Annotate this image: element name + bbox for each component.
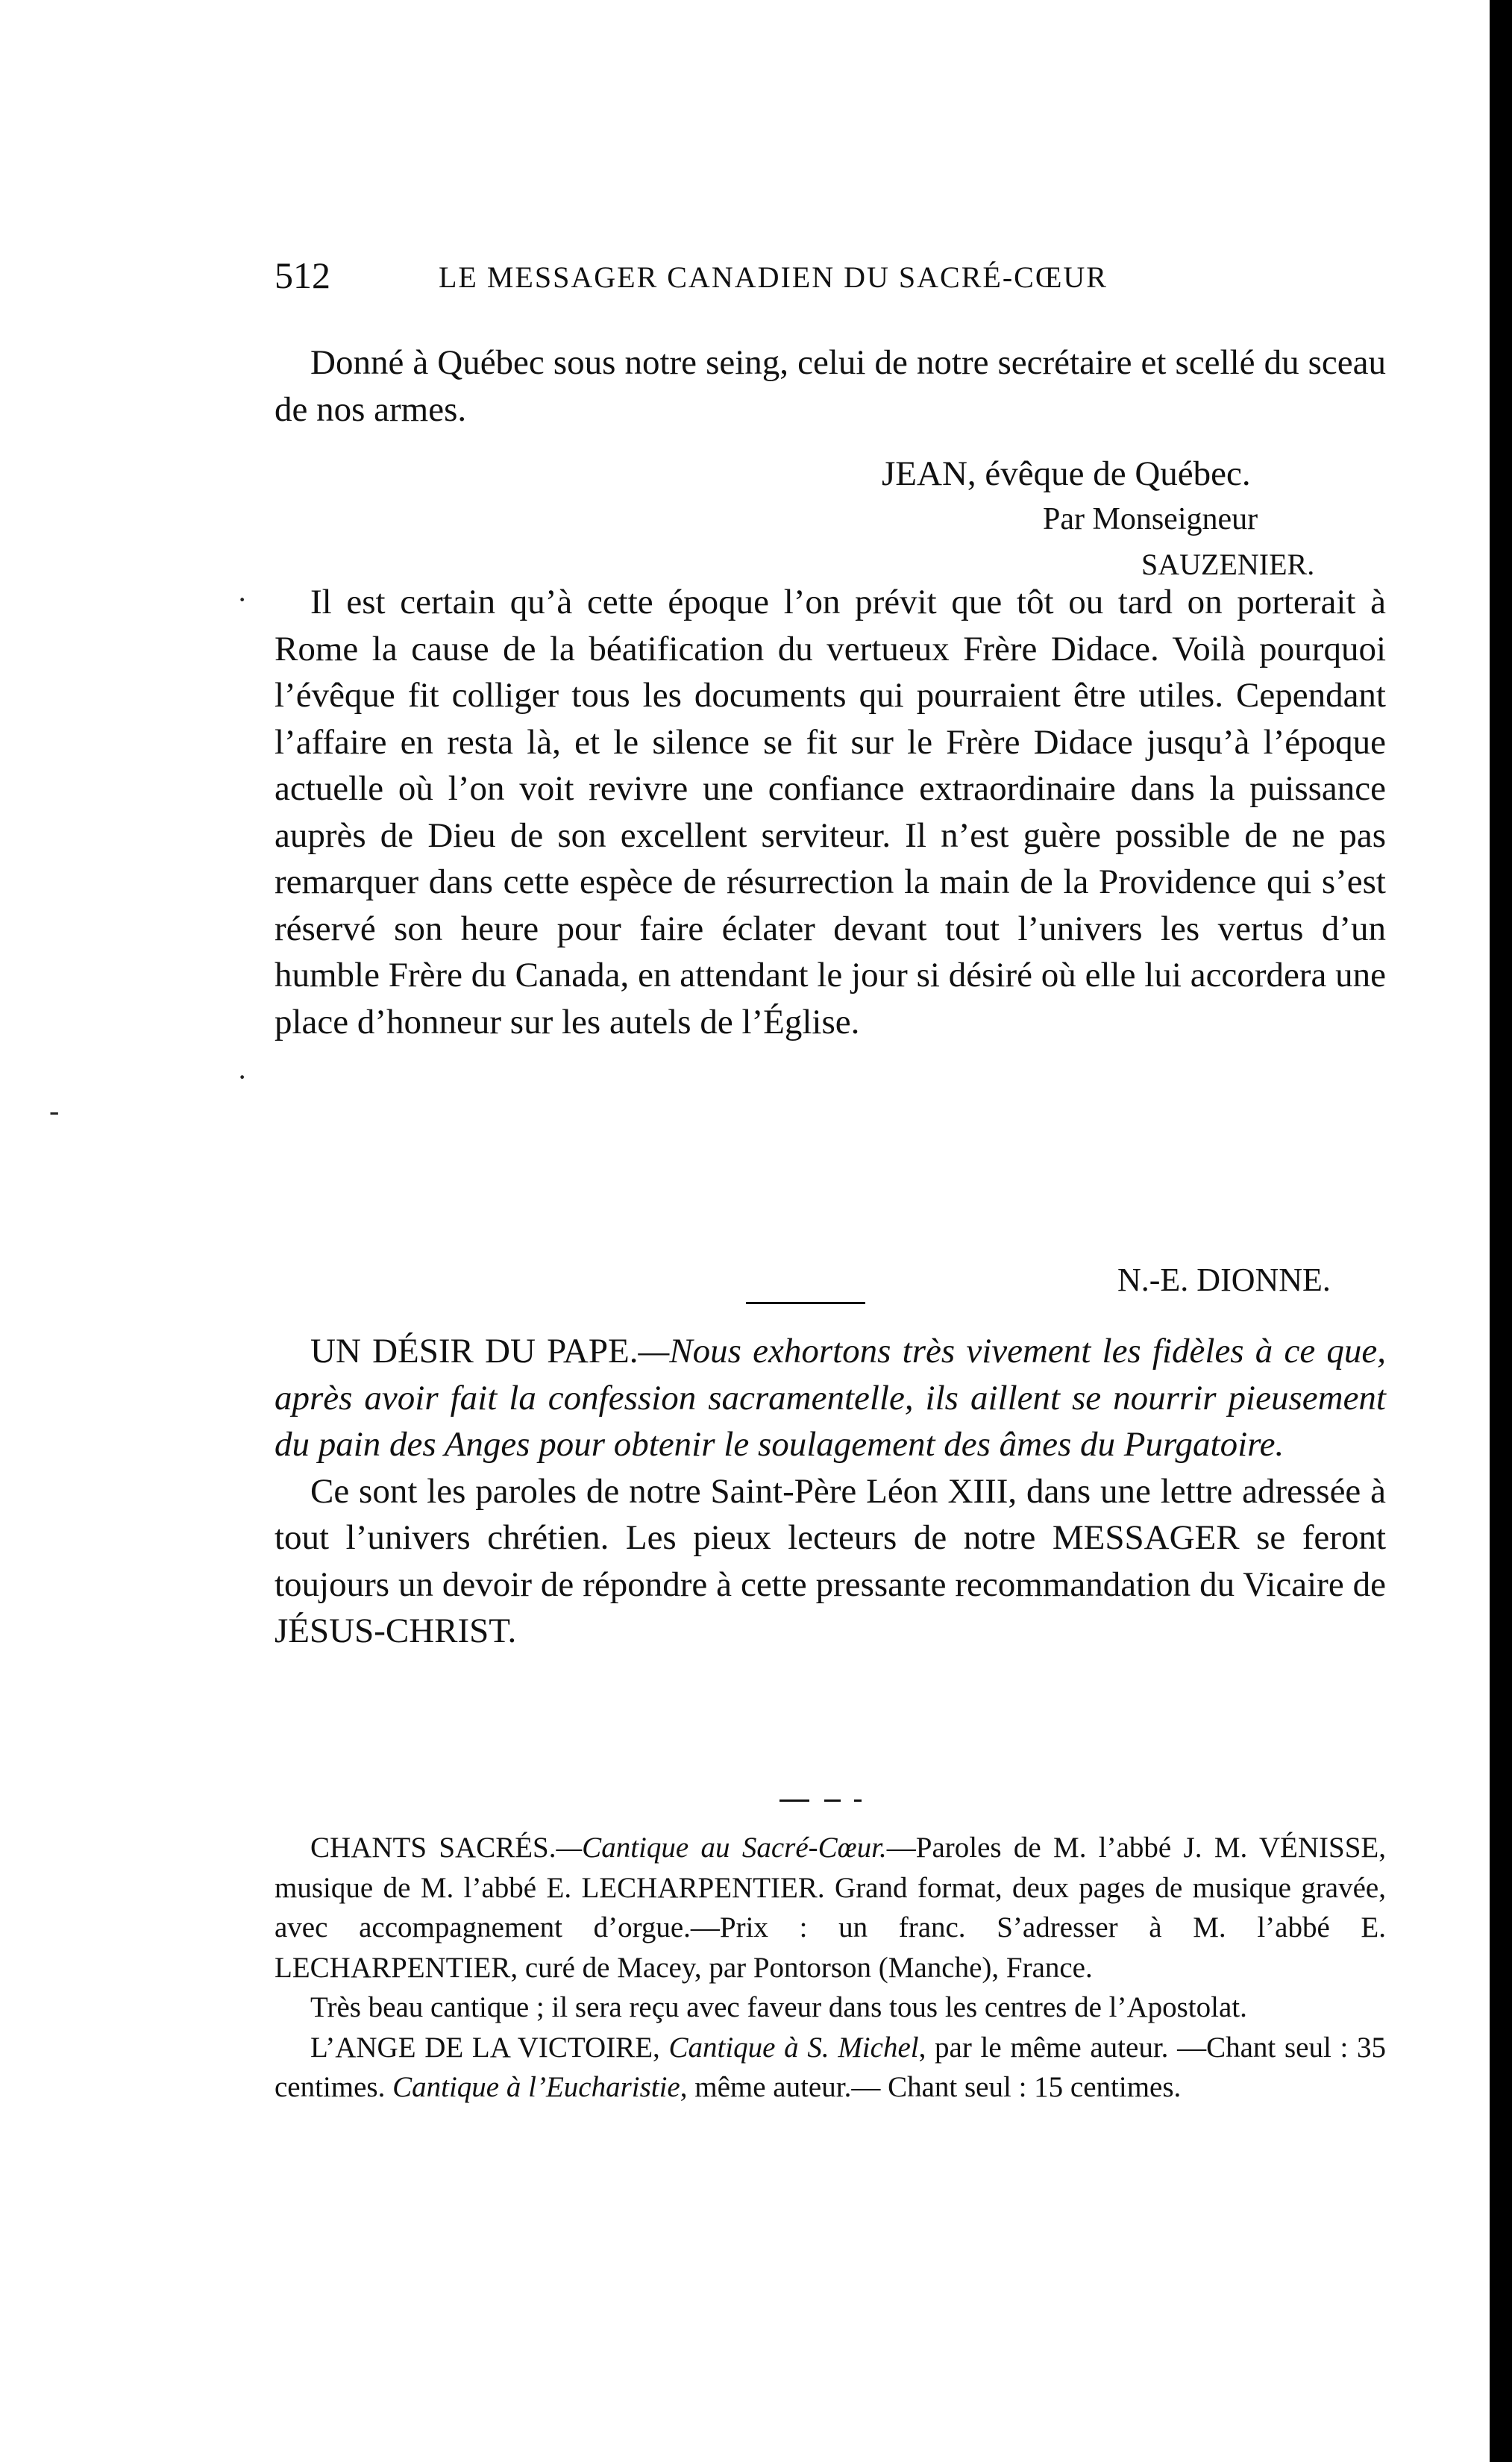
notice-work-3: Cantique à l’Eucharistie bbox=[392, 2071, 680, 2103]
article-signature bbox=[1117, 1261, 1331, 1299]
notice-paragraph-2: L’ANGE DE LA VICTOIRE, Cantique à S. Michel, par le même auteur. —Chant seul : 35 centimes. Cantique à l’Eucharistie, même auteur.— Chant seul : 15 centimes. bbox=[275, 2031, 1387, 2103]
running-title: LE MESSAGER CANADIEN DU SACRÉ-CŒUR bbox=[439, 260, 1108, 294]
notice-work: —Cantique au Sacré-Cœur. bbox=[556, 1832, 887, 1864]
notice-work-2: Cantique à S. Michel bbox=[668, 2031, 919, 2064]
notice-section bbox=[275, 1828, 1386, 2108]
page-number: 512 bbox=[275, 254, 330, 296]
notice-text-3: . Grand format, deux pages de musique gravée, avec accompagnement d’orgue.—Prix : un franc. S’adresser à M. l’abbé bbox=[275, 1871, 1386, 1943]
pope-section-title: UN DÉSIR DU PAPE. bbox=[310, 1332, 639, 1371]
pope-comment-part-1: Ce sont les paroles de notre Saint-Père Léon XIII, dans une lettre adressée à tout l’univers chrétien. Les pieux lecteurs de notre bbox=[275, 1471, 1386, 1557]
notice-title-2: L’ANGE DE LA VICTOIRE bbox=[310, 2031, 653, 2064]
notice-title: CHANTS SACRÉS. bbox=[310, 1832, 556, 1864]
decree-paragraph bbox=[275, 339, 1386, 433]
pope-comment-part-2: se feront toujours un devoir de répondre à cette pressante recommandation du Vicaire de bbox=[275, 1518, 1387, 1604]
notice-text-5: , par le même auteur. —Chant seul : 35 centimes. bbox=[275, 2031, 1387, 2103]
notice-text-2: , musique de M. l’abbé bbox=[275, 1832, 1386, 1904]
article-paragraph bbox=[275, 579, 1386, 1045]
decree-secretary: SAUZENIER. bbox=[1141, 548, 1315, 581]
notice-composer-2: E. LECHARPENTIER bbox=[275, 1911, 1386, 1984]
decree-signature: JEAN, évêque de Québec. bbox=[882, 454, 1251, 493]
notice-text-4: , curé de Macey, par Pontorson (Manche), France. bbox=[510, 1951, 1093, 1984]
article-signature-name: N.-E. DIONNE. bbox=[1117, 1262, 1331, 1298]
margin-mark-2: · bbox=[237, 1060, 248, 1094]
notice-composer: E. LECHARPENTIER bbox=[546, 1871, 818, 1904]
pope-comment-paragraph bbox=[275, 1468, 1386, 1655]
margin-mark-3: - bbox=[49, 1094, 60, 1127]
notice-text-6: , même auteur.— Chant seul : 15 centimes. bbox=[680, 2071, 1182, 2103]
dash-divider-2 bbox=[824, 1799, 841, 1802]
dash-divider-3 bbox=[854, 1799, 862, 1802]
margin-mark-1: · bbox=[237, 583, 248, 616]
article-text: Il est certain qu’à cette époque l’on prévit que tôt ou tard on porterait à Rome la cause de la béatification du vertueux Frère Didace. Voilà pourquoi l’évêque fit colliger tous les documents qui pourraient être utiles. Cependant l’affaire en resta là, et le silence se fit sur le Frère Didace jusqu’à l’époque actuelle où l’on voit revivre une confiance extraordinaire dans la puissance auprès de Dieu de son excellent serviteur. Il n’est guère possible de ne pas remarquer dans cette espèce de résurrection la main de la Providence qui s’est réservé son heure pour faire éclater devant tout l’univers les vertus d’un humble Frère du Canada, en attendant le jour si désiré où elle lui accordera une place d’honneur sur les autels de l’Église. bbox=[275, 583, 1386, 1042]
notice-review: Très beau cantique ; il sera reçu avec faveur dans tous les centres de l’Apostolat. bbox=[310, 1991, 1247, 2023]
decree-by: Par Monseigneur bbox=[1043, 502, 1258, 536]
jesus-christ-name: JÉSUS-CHRIST. bbox=[275, 1611, 517, 1650]
notice-author: J. M. VÉNISSE bbox=[1183, 1832, 1379, 1864]
decree-text: Donné à Québec sous notre seing, celui de notre secrétaire et scellé du sceau de nos armes. bbox=[275, 343, 1386, 429]
pope-section bbox=[275, 1328, 1386, 1655]
pope-quote-paragraph bbox=[275, 1328, 1386, 1468]
page-header bbox=[275, 254, 1386, 306]
pope-quote: —Nous exhortons très vivement les fidèles à ce que, après avoir fait la confession sacramentelle, ils aillent se nourrir pieusement du pain des Anges pour obtenir le soulagement des âmes du Purgatoire. bbox=[275, 1332, 1386, 1464]
notice-text-1: —Paroles de M. l’abbé bbox=[886, 1832, 1184, 1864]
section-divider bbox=[746, 1302, 865, 1304]
dash-divider-1 bbox=[779, 1799, 809, 1802]
messager-name: MESSAGER bbox=[1052, 1518, 1240, 1557]
notice-paragraph bbox=[275, 1828, 1386, 1988]
